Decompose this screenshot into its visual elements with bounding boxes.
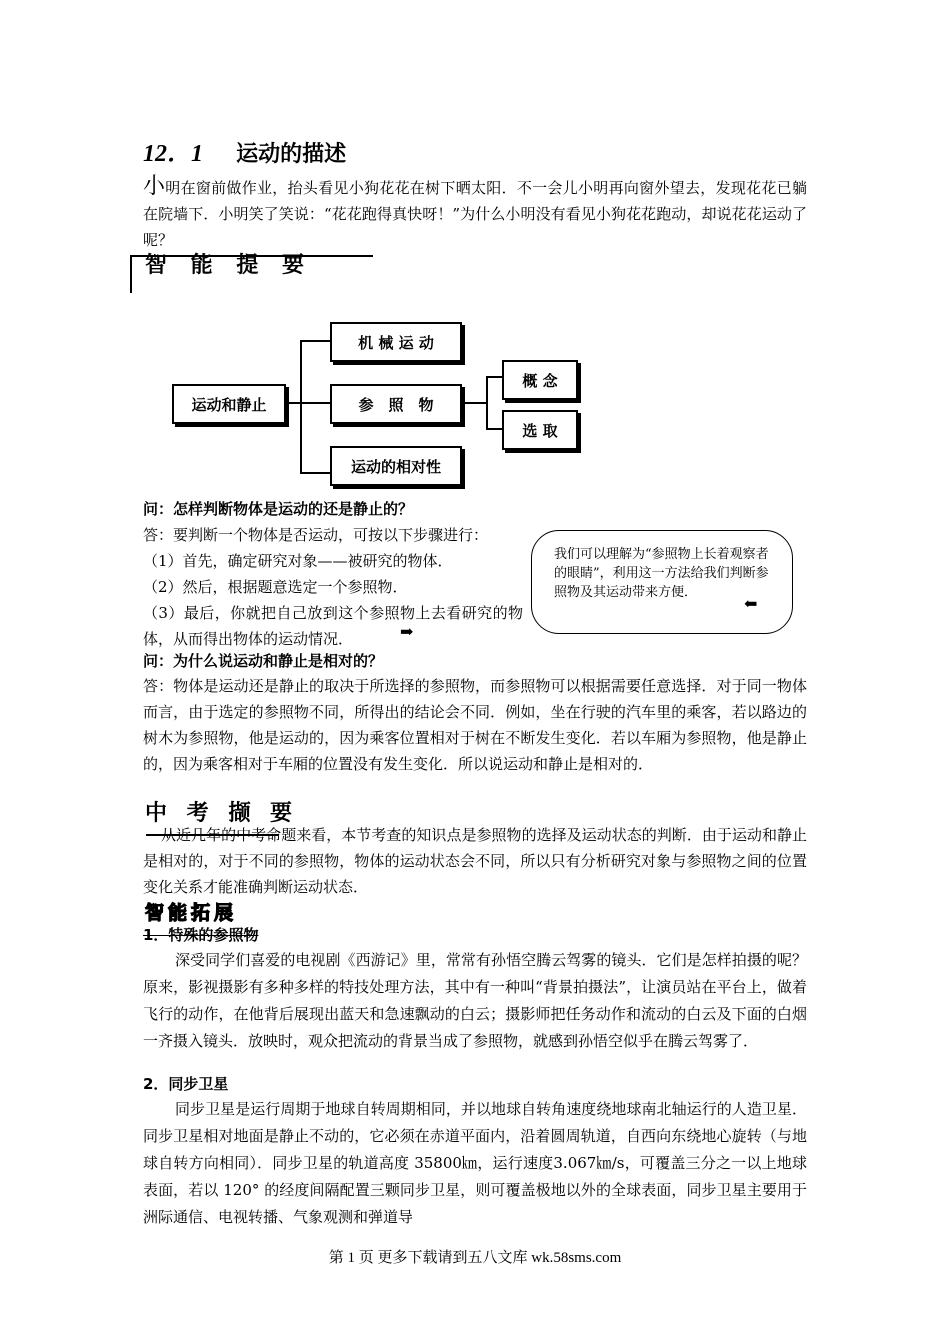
diagram-sub: 选 取 (502, 410, 578, 450)
page-title (143, 133, 346, 168)
diagram-connector (486, 376, 502, 378)
diagram-connector (300, 402, 330, 404)
title-number: 12．1 (143, 141, 203, 167)
diagram-branch: 参 照 物 (330, 384, 462, 424)
question-1: 问：怎样判断物体是运动的还是静止的？ (143, 500, 414, 518)
diagram-connector (486, 428, 502, 430)
answer-1-step: （3）最后，你就把自己放到这个参照物上去看研究的物体，从而得出物体的运动情况． (143, 604, 523, 648)
item2-title: 2．同步卫星 (143, 1075, 229, 1093)
diagram-connector (300, 472, 330, 474)
answer-2: 答：物体是运动还是静止的取决于所选择的参照物，而参照物可以根据需要任意选择．对于同一物体而言，由于选定的参照物不同，所得出的结论会不同．例如，坐在行驶的汽车里的乘客，若以路边的树木为参照物，他是运动的，因为乘客位置相对于树在不断发生变化．若以车厢为参照物，他是静止的，因为乘客相对于车厢的位置没有发生变化．所以说运动和静止是相对的． (143, 677, 807, 773)
intro-text: 明在窗前做作业，抬头看见小狗花花在树下晒太阳．不一会儿小明再向窗外望去，发现花花已躺在院墙下．小明笑了笑说：“花花跑得真快呀！”为什么小明没有看见小狗花花跑动，却说花花运动了呢？ (143, 179, 807, 249)
question-2: 问：为什么说运动和静止是相对的？ (143, 652, 384, 670)
diagram-connector (460, 402, 488, 404)
section1-rule-vertical (130, 255, 132, 293)
section2-heading: 中 考 撷 要 (145, 801, 298, 826)
callout-bubble (531, 530, 793, 634)
item1-text: 深受同学们喜爱的电视剧《西游记》里，常常有孙悟空腾云驾雾的镜头．它们是怎样拍摄的呢？原来，影视摄影有多种多样的特技处理方法，其中有一种叫“背景拍摄法”，让演员站在平台上，做着飞行的动作，在他背后展现出蓝天和急速飘动的白云；摄影师把任务动作和流动的白云及下面的白烟一齐摄入镜头．放映时，观众把流动的背景当成了参照物，就感到孙悟空似乎在腾云驾雾了． (143, 951, 807, 1050)
answer-1-step: （2）然后，根据题意选定一个参照物． (143, 578, 408, 596)
intro-paragraph (143, 174, 807, 253)
diagram-sub: 概 念 (502, 360, 578, 400)
callout-text: 我们可以理解为“参照物上长着观察者的眼睛”，利用这一方法给我们判断参照物及其运动带来方便． (554, 547, 769, 600)
diagram-connector (300, 340, 302, 474)
item1-title: 1．特殊的参照物 (143, 926, 259, 944)
left-arrow-icon: ⬅ (744, 594, 758, 613)
diagram-branch: 机 械 运 动 (330, 322, 462, 362)
diagram-connector (486, 376, 488, 430)
section3-heading: 智能拓展 (145, 902, 238, 924)
diagram-branch: 运动的相对性 (330, 446, 462, 486)
section2-text: 从近几年的中考命题来看，本节考查的知识点是参照物的选择及运动状态的判断．由于运动和静止是相对的，对于不同的参照物，物体的运动状态会不同，所以只有分析研究对象与参照物之间的位置变化关系才能准确判断运动状态． (143, 826, 807, 896)
item2-text: 同步卫星是运行周期于地球自转周期相同，并以地球自转角速度绕地球南北轴运行的人造卫星．同步卫星相对地面是静止不动的，它必须在赤道平面内，沿着圆周轨道，自西向东绕地心旋转（与地球自转方向相同）．同步卫星的轨道高度 35800㎞，运行速度3.067㎞/s，可覆盖三分之一以上地球表面，若以 120° 的经度间隔配置三颗同步卫星，则可覆盖极地以外的全球表面，同步卫星主要用于洲际通信、电视转播、气象观测和弹道导 (143, 1100, 807, 1226)
title-text: 运动的描述 (236, 142, 347, 167)
answer-1-intro: 答：要判断一个物体是否运动，可按以下步骤进行： (143, 526, 489, 544)
section1-heading: 智 能 提 要 (145, 253, 312, 278)
intro-dropcap: 小 (143, 174, 166, 199)
page-footer: 第 1 页 更多下载请到五八文库 wk.58sms.com (328, 1250, 622, 1266)
diagram-root: 运动和静止 (172, 384, 286, 424)
right-arrow-icon: ➡ (400, 622, 414, 641)
answer-1 (143, 522, 523, 652)
diagram-connector (300, 340, 330, 342)
answer-1-step: （1）首先，确定研究对象——被研究的物体． (143, 552, 453, 570)
